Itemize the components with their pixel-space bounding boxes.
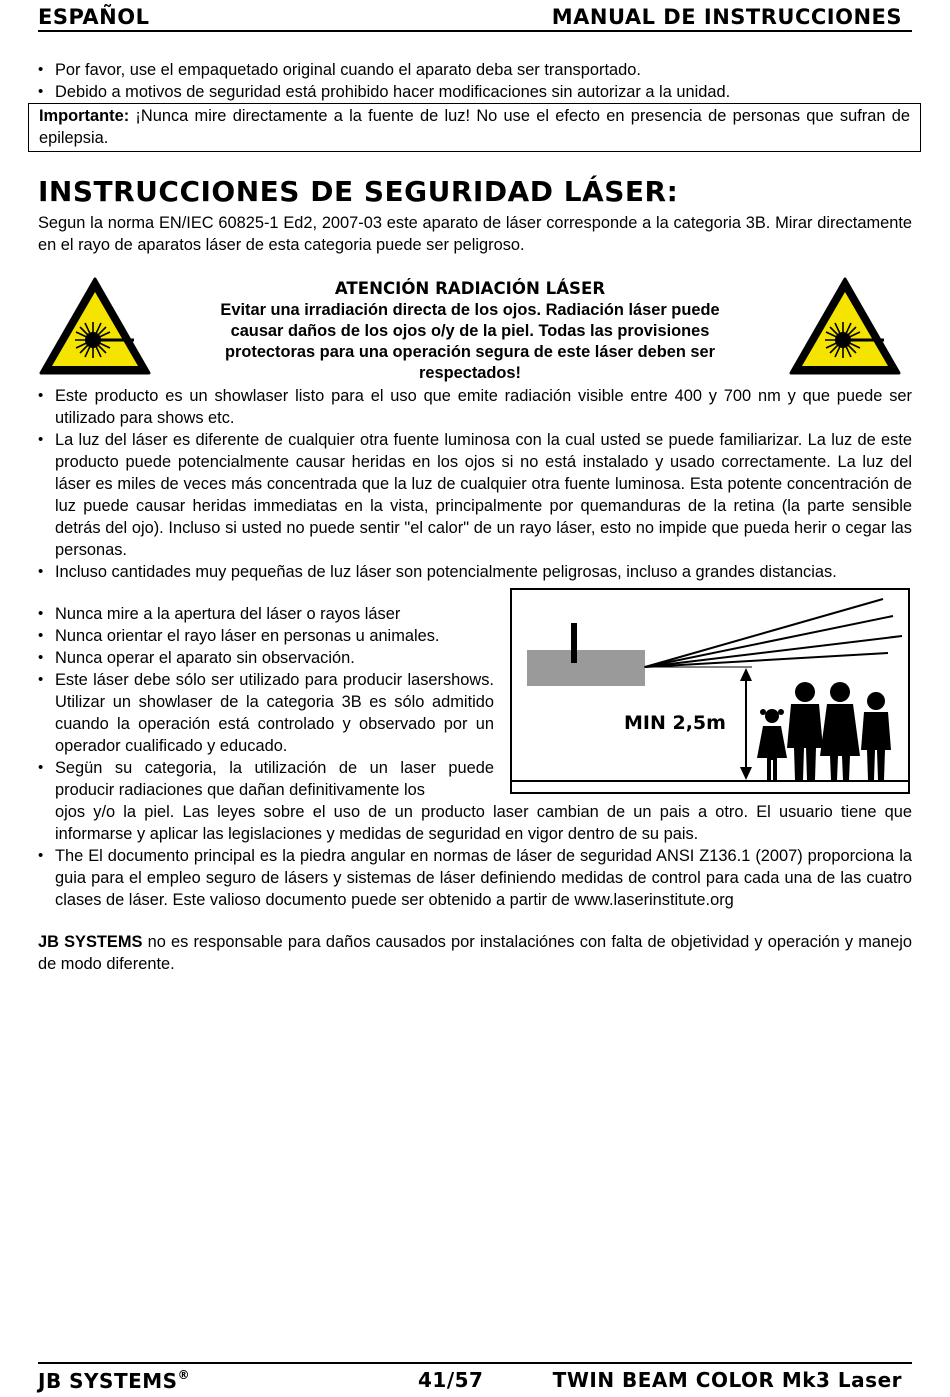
page-header — [38, 2, 912, 32]
header-title: MANUAL DE INSTRUCCIONES — [551, 5, 902, 29]
header-language: ESPAÑOL — [38, 5, 150, 29]
list-item: • The El documento principal es la piedra angular en normas de láser de seguridad ANSI Z136.1 (2007) proporciona la guia para el empleo seguro de lásers y sistemas de láser definiendo medidas de control para cada una de las cuatro clases de láser. Este valioso documento puede ser obtenido a partir de www.laserinstitute.org — [38, 845, 912, 911]
list-item: • Por favor, use el empaquetado original cuando el aparato deba ser transportado. — [38, 59, 912, 81]
important-label: Importante: — [39, 107, 130, 125]
standards-bullet-list — [38, 845, 912, 911]
disclaimer-paragraph — [38, 931, 912, 975]
registered-mark: ® — [177, 1368, 191, 1382]
disclaimer-text: no es responsable para daños causados por instalaciónes con falta de objetividad y operación y manejo de modo diferente. — [38, 933, 912, 973]
laser-device — [527, 650, 645, 686]
section-title: INSTRUCCIONES DE SEGURIDAD LÁSER: — [38, 175, 679, 208]
footer-brand: JB SYSTEMS® — [38, 1368, 191, 1393]
laser-warning-text — [170, 278, 770, 384]
page-number: 41/57 — [418, 1368, 484, 1392]
list-item: • Nunca orientar el rayo láser en personas u animales. — [38, 625, 494, 647]
laser-bullet-list — [38, 385, 912, 583]
page-footer — [38, 1362, 912, 1394]
list-item: • Segün su categoria, la utilización de un laser puede producir radiaciones que dañan definitivamente los — [38, 757, 494, 801]
warning-line: respectados! — [418, 364, 522, 382]
laser-warning-right-icon — [788, 276, 902, 376]
min-height-label: MIN 2,5m — [624, 712, 726, 734]
disclaimer-brand: JB SYSTEMS — [38, 933, 143, 951]
warning-line: causar daños de los ojos o/y de la piel. Todas las provisiones — [230, 322, 710, 340]
narrow-bullet-list — [38, 603, 494, 801]
laser-device-mount — [571, 623, 577, 663]
list-item: • Nunca operar el aparato sin observación. — [38, 647, 494, 669]
important-notice — [28, 103, 921, 152]
bullet-continuation: ojos y/o la piel. Las leyes sobre el uso de un producto laser cambian de un pais a otro. El usuario tiene que informarse y aplicar las legislaciones y medidas de seguridad en vigor dentro de su pais. — [55, 803, 912, 843]
list-item: • Nunca mire a la apertura del láser o rayos láser — [38, 603, 494, 625]
list-item: • Debido a motivos de seguridad está prohibido hacer modificaciones sin autorizar a la unidad. — [38, 81, 912, 103]
list-item: • Este láser debe sólo ser utilizado para producir lasershows. Utilizar un showlaser de la categoria 3B es sólo admitido cuando la operación está controlado y observado por un operador cualificado y educado. — [38, 669, 494, 757]
list-item: • Incluso cantidades muy pequeñas de luz láser son potencialmente peligrosas, incluso a grandes distancias. — [38, 561, 912, 583]
laser-warning-left-icon — [38, 276, 152, 376]
warning-line: Evitar una irradiación directa de los ojos. Radiación láser puede — [220, 301, 720, 319]
list-item: • Este producto es un showlaser listo para el uso que emite radiación visible entre 400 y 700 nm y que puede ser utilizado para shows etc. — [38, 385, 912, 429]
footer-product: TWIN BEAM COLOR Mk3 Laser — [552, 1368, 902, 1392]
intro-paragraph: Segun la norma EN/IEC 60825-1 Ed2, 2007-03 este aparato de láser corresponde a la categoria 3B. Mirar directamente en el rayo de aparatos láser de esta categoria puede ser peligroso. — [38, 214, 912, 254]
warning-heading: ATENCIÓN RADIACIÓN LÁSER — [334, 279, 606, 298]
top-bullet-list — [38, 59, 912, 103]
list-item: • La luz del láser es diferente de cualquier otra fuente luminosa con la cual usted se puede familiarizar. La luz de este producto puede potencialmente causar heridas en los ojos si no está instalado y usado correctamente. La luz del láser es miles de veces más concentrada que la luz de cualquier otra fuente luminosa. Esta potente concentración de luz puede causar heridas immediatas en la vista, principalmente por quemanduras de la retina (la parte sensible detrás del ojo). Incluso si usted no puede sentir "el calor" de un rayo láser, esto no impide que pueda herir o cegar las personas. — [38, 429, 912, 561]
laser-height-illustration — [510, 588, 910, 794]
warning-line: protectoras para una operación segura de este láser deben ser — [224, 343, 716, 361]
important-text: ¡Nunca mire directamente a la fuente de luz! No use el efecto en presencia de personas que sufran de epilepsia. — [39, 107, 910, 147]
